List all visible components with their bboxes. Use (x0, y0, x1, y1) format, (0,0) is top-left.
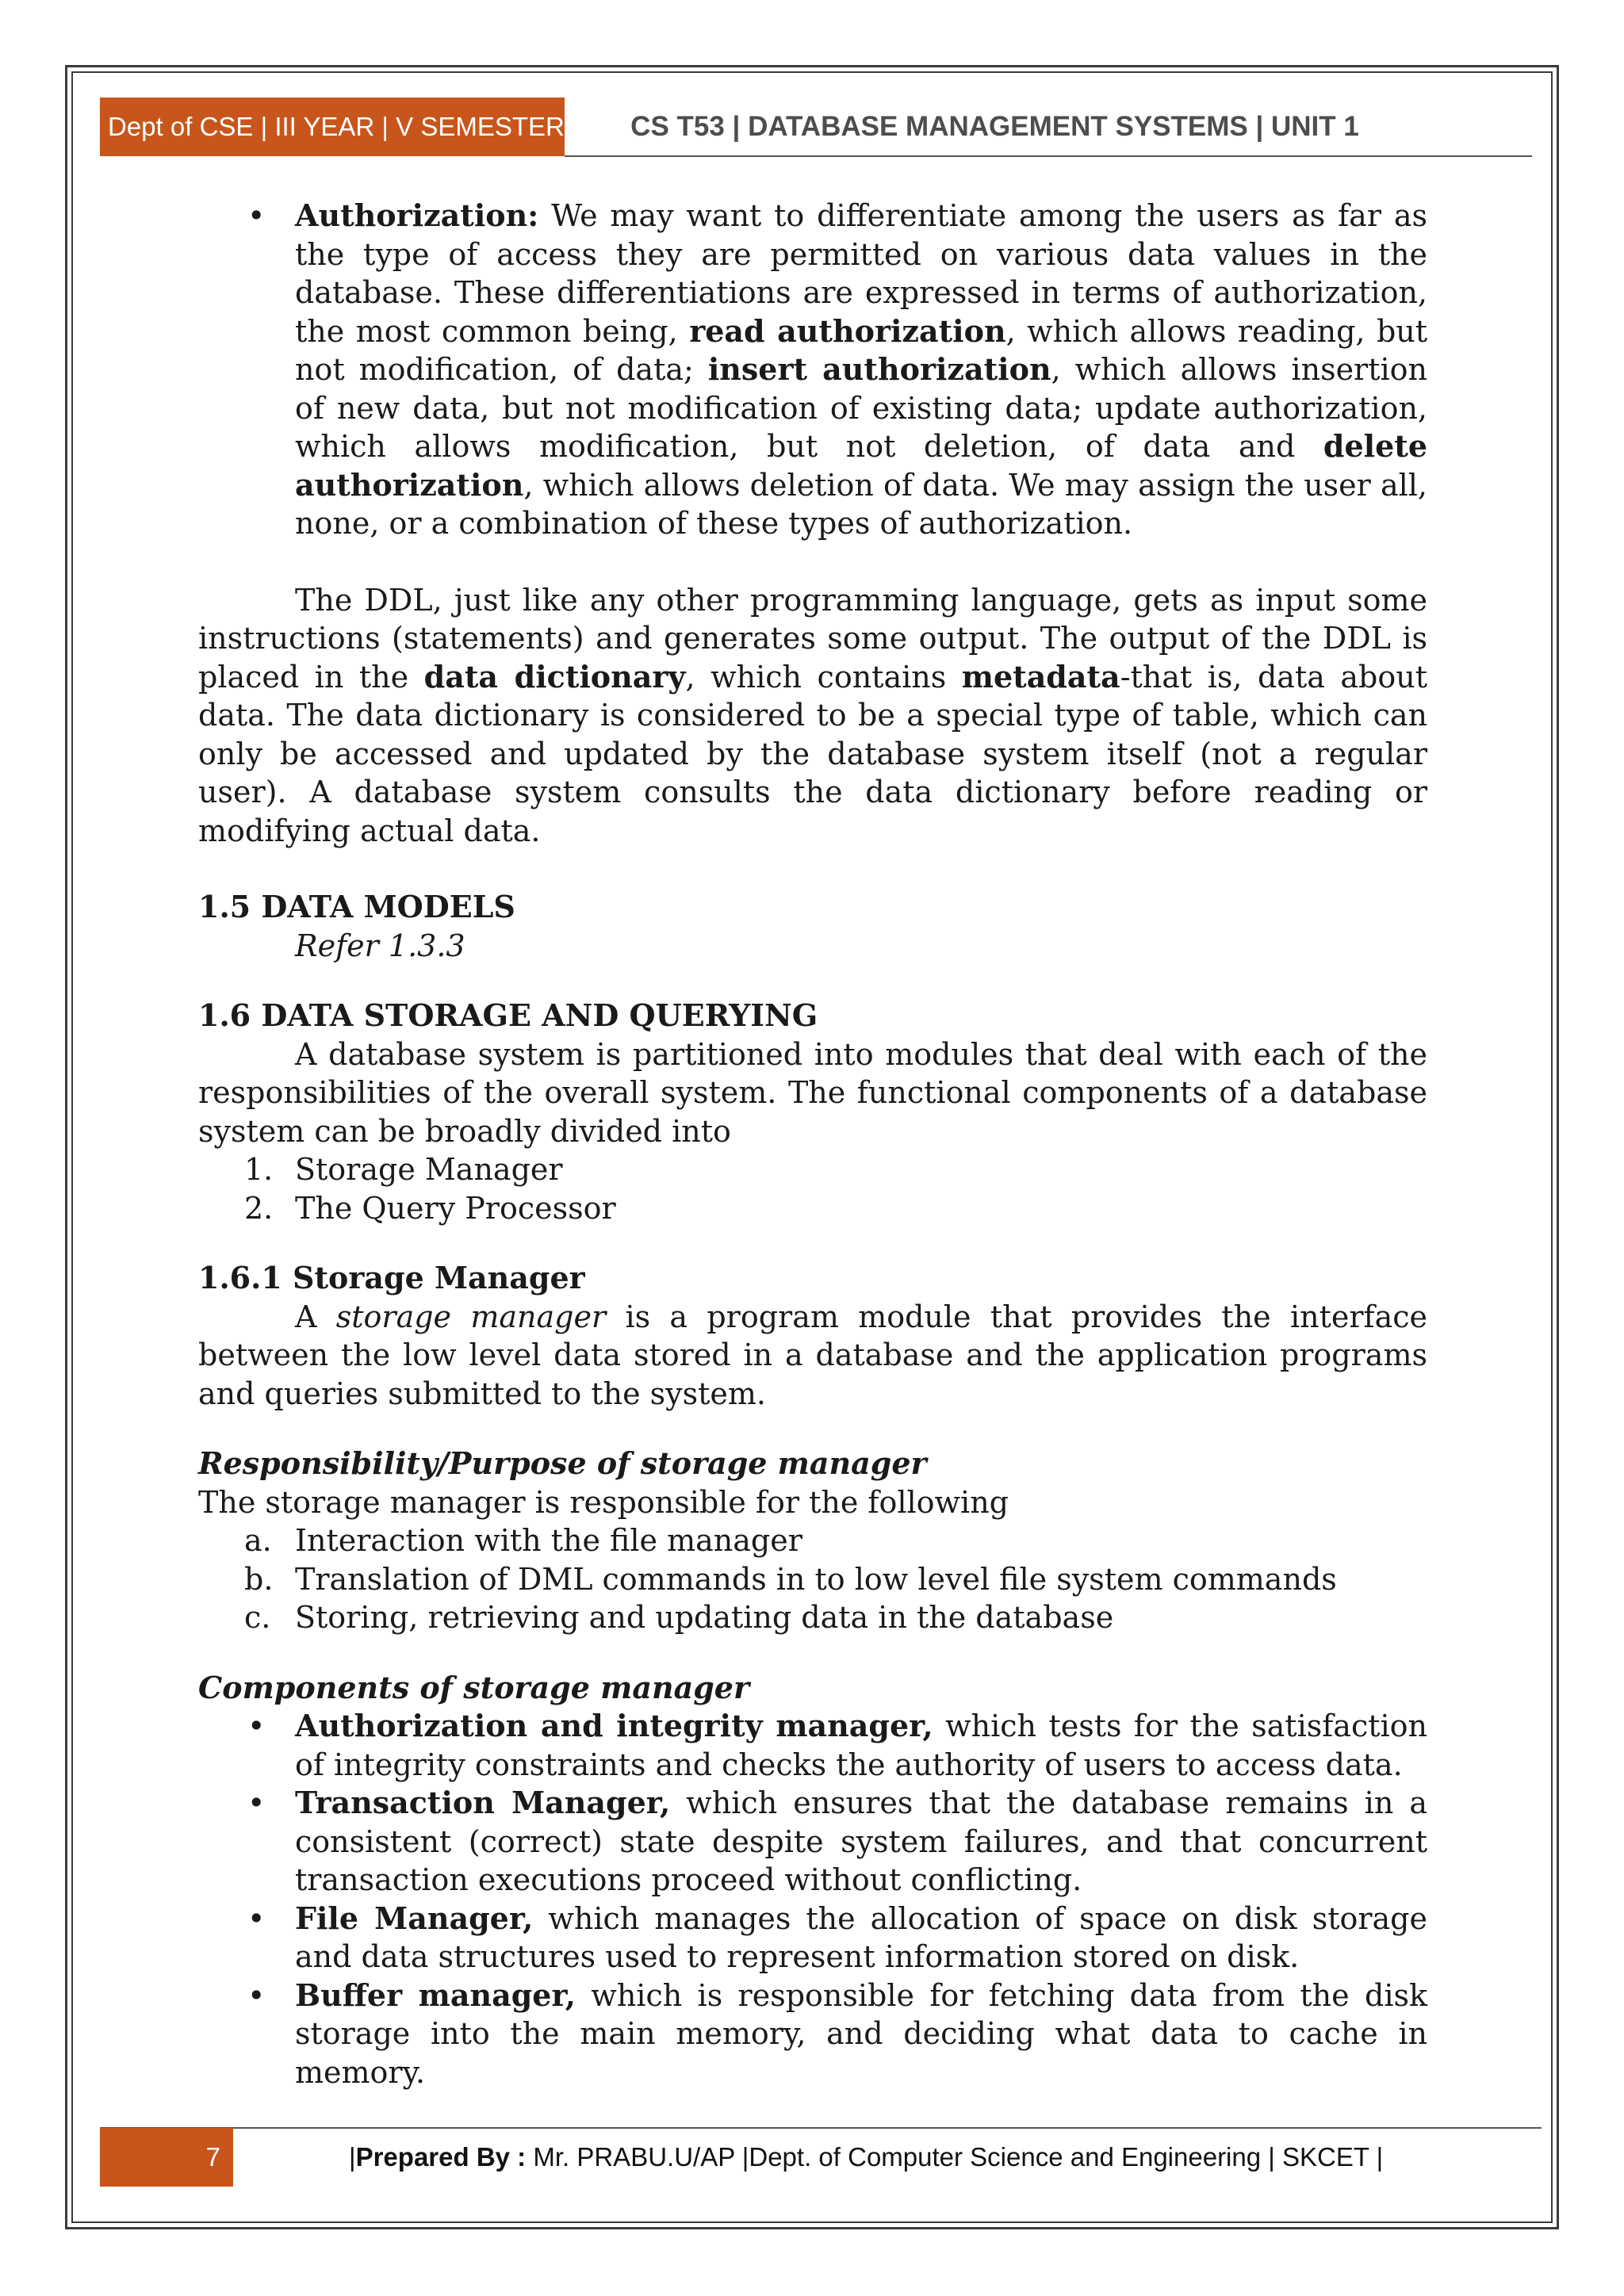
bullet-icon: • (247, 1900, 266, 1936)
delete-authorization-term: delete authorization (295, 428, 1427, 503)
list-item: a. Interaction with the file manager (244, 1523, 802, 1558)
components-heading: Components of storage manager (198, 1669, 750, 1705)
responsibility-heading: Responsibility/Purpose of storage manager (198, 1445, 927, 1481)
header-dept-label: Dept of CSE | III YEAR | V SEMESTER (100, 98, 565, 156)
responsibility-intro: The storage manager is responsible for the following (198, 1484, 1009, 1520)
ddl-paragraph: The DDL, just like any other programming language, gets as input some instructions (statements) and generates some output. The output of the DDL is placed in the data dictionary, which contains metadata-that is, data about data. The data dictionary is considered to be a special type of table, which can only be accessed and updated by the database system itself (not a regular user). A database system consults the data dictionary before reading or modifying actual data. (198, 582, 1427, 848)
page-number: 7 (100, 2128, 233, 2187)
bullet-icon: • (247, 1709, 266, 1743)
authorization-text-2: , which allows reading, but not modification, of data; (295, 313, 1428, 387)
storage-manager-paragraph: A storage manager is a program module that provides the interface between the low level data stored in a database and the application programs and queries submitted to the system. (198, 1299, 1427, 1411)
data-dictionary-term: data dictionary (423, 658, 686, 695)
component-bullet: • Transaction Manager, which ensures that the database remains in a consistent (correct) state despite system failures, and that concurrent transaction executions proceed without conflicting. (247, 1785, 1427, 1897)
authorization-term: Authorization: (295, 197, 539, 233)
storage-manager-term: storage manager (335, 1299, 607, 1334)
component-bullet: • Authorization and integrity manager, which tests for the satisfaction of integrity constraints and checks the authority of users to access data. (247, 1708, 1428, 1782)
insert-authorization-term: insert authorization (707, 351, 1051, 387)
list-item: 1. Storage Manager (244, 1152, 563, 1187)
metadata-term: metadata (961, 658, 1120, 695)
section-1-6-heading: 1.6 DATA STORAGE AND QUERYING (198, 997, 818, 1033)
bullet-icon: • (247, 1977, 266, 2013)
list-item: b. Translation of DML commands in to low level file system commands (244, 1561, 1337, 1597)
refer-note: Refer 1.3.3 (295, 928, 465, 963)
read-authorization-term: read authorization (689, 312, 1006, 349)
bullet-icon: • (247, 1785, 266, 1820)
component-bullet: • File Manager, which manages the allocation of space on disk storage and data structures used to represent information stored on disk. (247, 1900, 1427, 1974)
header-rule (565, 155, 1532, 157)
header-course-title: CS T53 | DATABASE MANAGEMENT SYSTEMS | UNIT 1 (630, 111, 1359, 142)
page-content (198, 197, 1427, 2091)
list-item: 2. The Query Processor (244, 1190, 616, 1226)
section-1-6-paragraph: A database system is partitioned into modules that deal with each of the responsibilities of the overall system. The functional components of a database system can be broadly divided into (198, 1036, 1427, 1149)
section-1-5-heading: 1.5 DATA MODELS (198, 889, 515, 924)
prepared-by-name: Mr. PRABU.U/AP (526, 2142, 742, 2172)
prepared-by-label: Prepared By : (355, 2142, 527, 2172)
authorization-text-4: , which allows deletion of data. We may assign the user all, none, or a combination of these types of authorization. (295, 467, 1427, 541)
authorization-text-1: We may want to differentiate among the users as far as the type of access they are permitted on various data values in the database. These differentiations are expressed in terms of authorization, the most common being, (295, 198, 1427, 349)
list-item: c. Storing, retrieving and updating data in the database (244, 1600, 1114, 1635)
footer-dept: Dept. of Computer Science and Engineering | SKCET | (749, 2142, 1384, 2172)
section-1-6-1-heading: 1.6.1 Storage Manager (198, 1260, 585, 1295)
footer-credits: |Prepared By : Mr. PRABU.U/AP |Dept. of Computer Science and Engineering | SKCET | (349, 2142, 1384, 2172)
authorization-bullet (198, 197, 1427, 543)
component-bullet: • Buffer manager, which is responsible for fetching data from the disk storage into the main memory, and deciding what data to cache in memory. (247, 1976, 1427, 2090)
bullet-icon: • (247, 198, 266, 233)
authorization-text-3: , which allows insertion of new data, but not modification of existing data; update authorization, which allows modification, but not deletion, of data and (295, 352, 1427, 464)
